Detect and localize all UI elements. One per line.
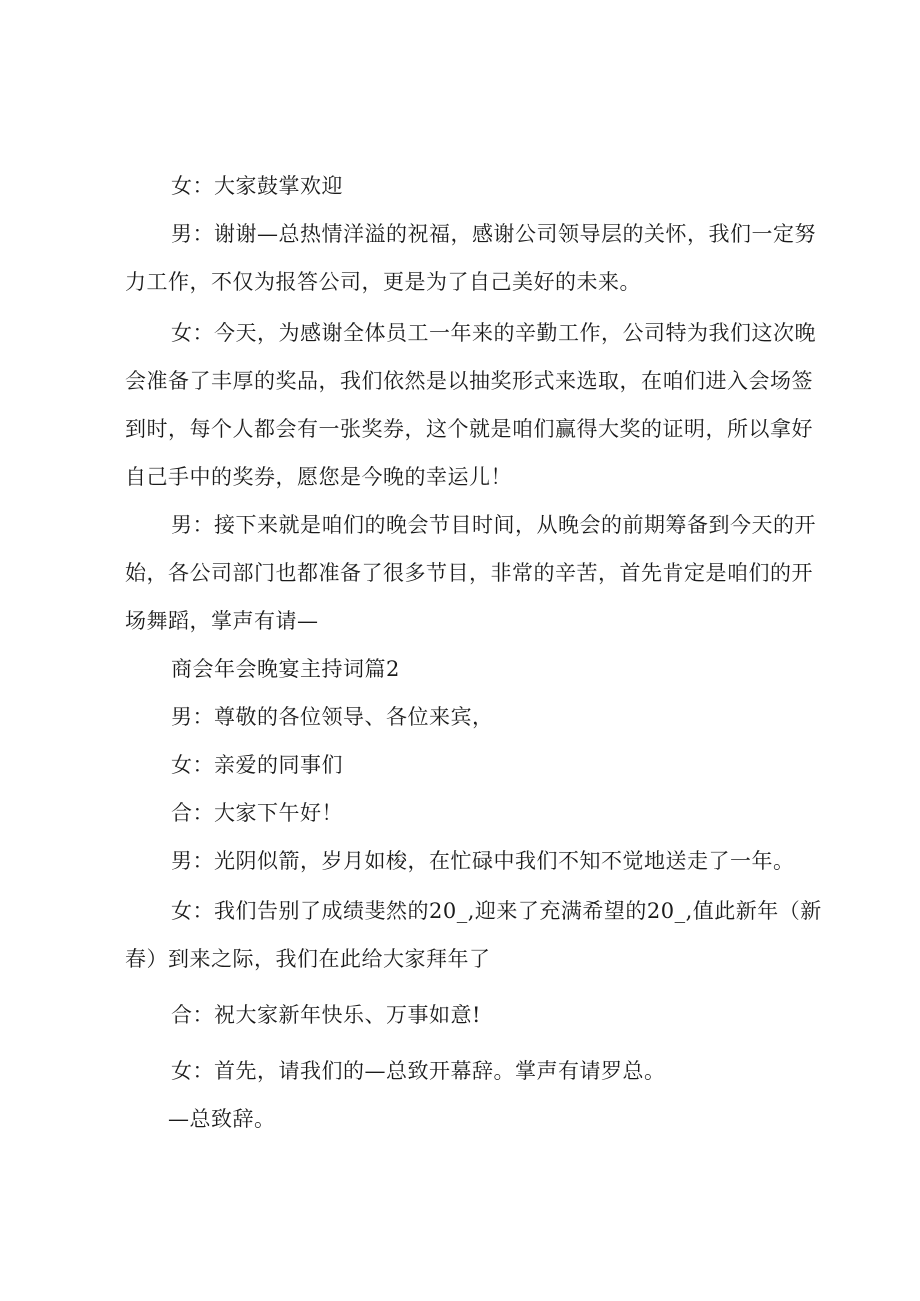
paragraph-2: 男：谢谢—总热情洋溢的祝福，感谢公司领导层的关怀，我们一定努力工作，不仅为报答公司，更是为了自己美好的未来。: [125, 222, 816, 294]
paragraph-1: 女：大家鼓掌欢迎: [171, 174, 343, 198]
paragraph-5: 男：尊敬的各位领导、各位来宾，: [171, 705, 494, 729]
paragraph-9: 女：我们告别了成绩斐然的20_,迎来了充满希望的20_,值此新年（新春）到来之际，我们在此给大家拜年了: [125, 899, 822, 971]
paragraph-4: 男：接下来就是咱们的晚会节目时间，从晚会的前期筹备到今天的开始，各公司部门也都准备了很多节目，非常的辛苦，首先肯定是咱们的开场舞蹈，掌声有请—: [125, 513, 816, 633]
paragraph-11: 女：首先，请我们的—总致开幕辞。掌声有请罗总。: [171, 1059, 666, 1083]
paragraph-8: 男：光阴似箭，岁月如梭，在忙碌中我们不知不觉地送走了一年。: [171, 849, 795, 873]
paragraph-12: —总致辞。: [168, 1107, 276, 1131]
section-heading: 商会年会晚宴主持词篇2: [171, 657, 400, 681]
paragraph-3: 女：今天，为感谢全体员工一年来的辛勤工作，公司特为我们这次晚会准备了丰厚的奖品，我们依然是以抽奖形式来选取，在咱们进入会场签到时，每个人都会有一张奖券，这个就是咱们赢得大奖的证明，所以拿好自己手中的奖券，愿您是今晚的幸运儿！: [125, 321, 816, 489]
paragraph-6: 女：亲爱的同事们: [171, 753, 343, 777]
paragraph-7: 合：大家下午好！: [171, 801, 343, 825]
paragraph-10: 合：祝大家新年快乐、万事如意!: [171, 1003, 481, 1027]
